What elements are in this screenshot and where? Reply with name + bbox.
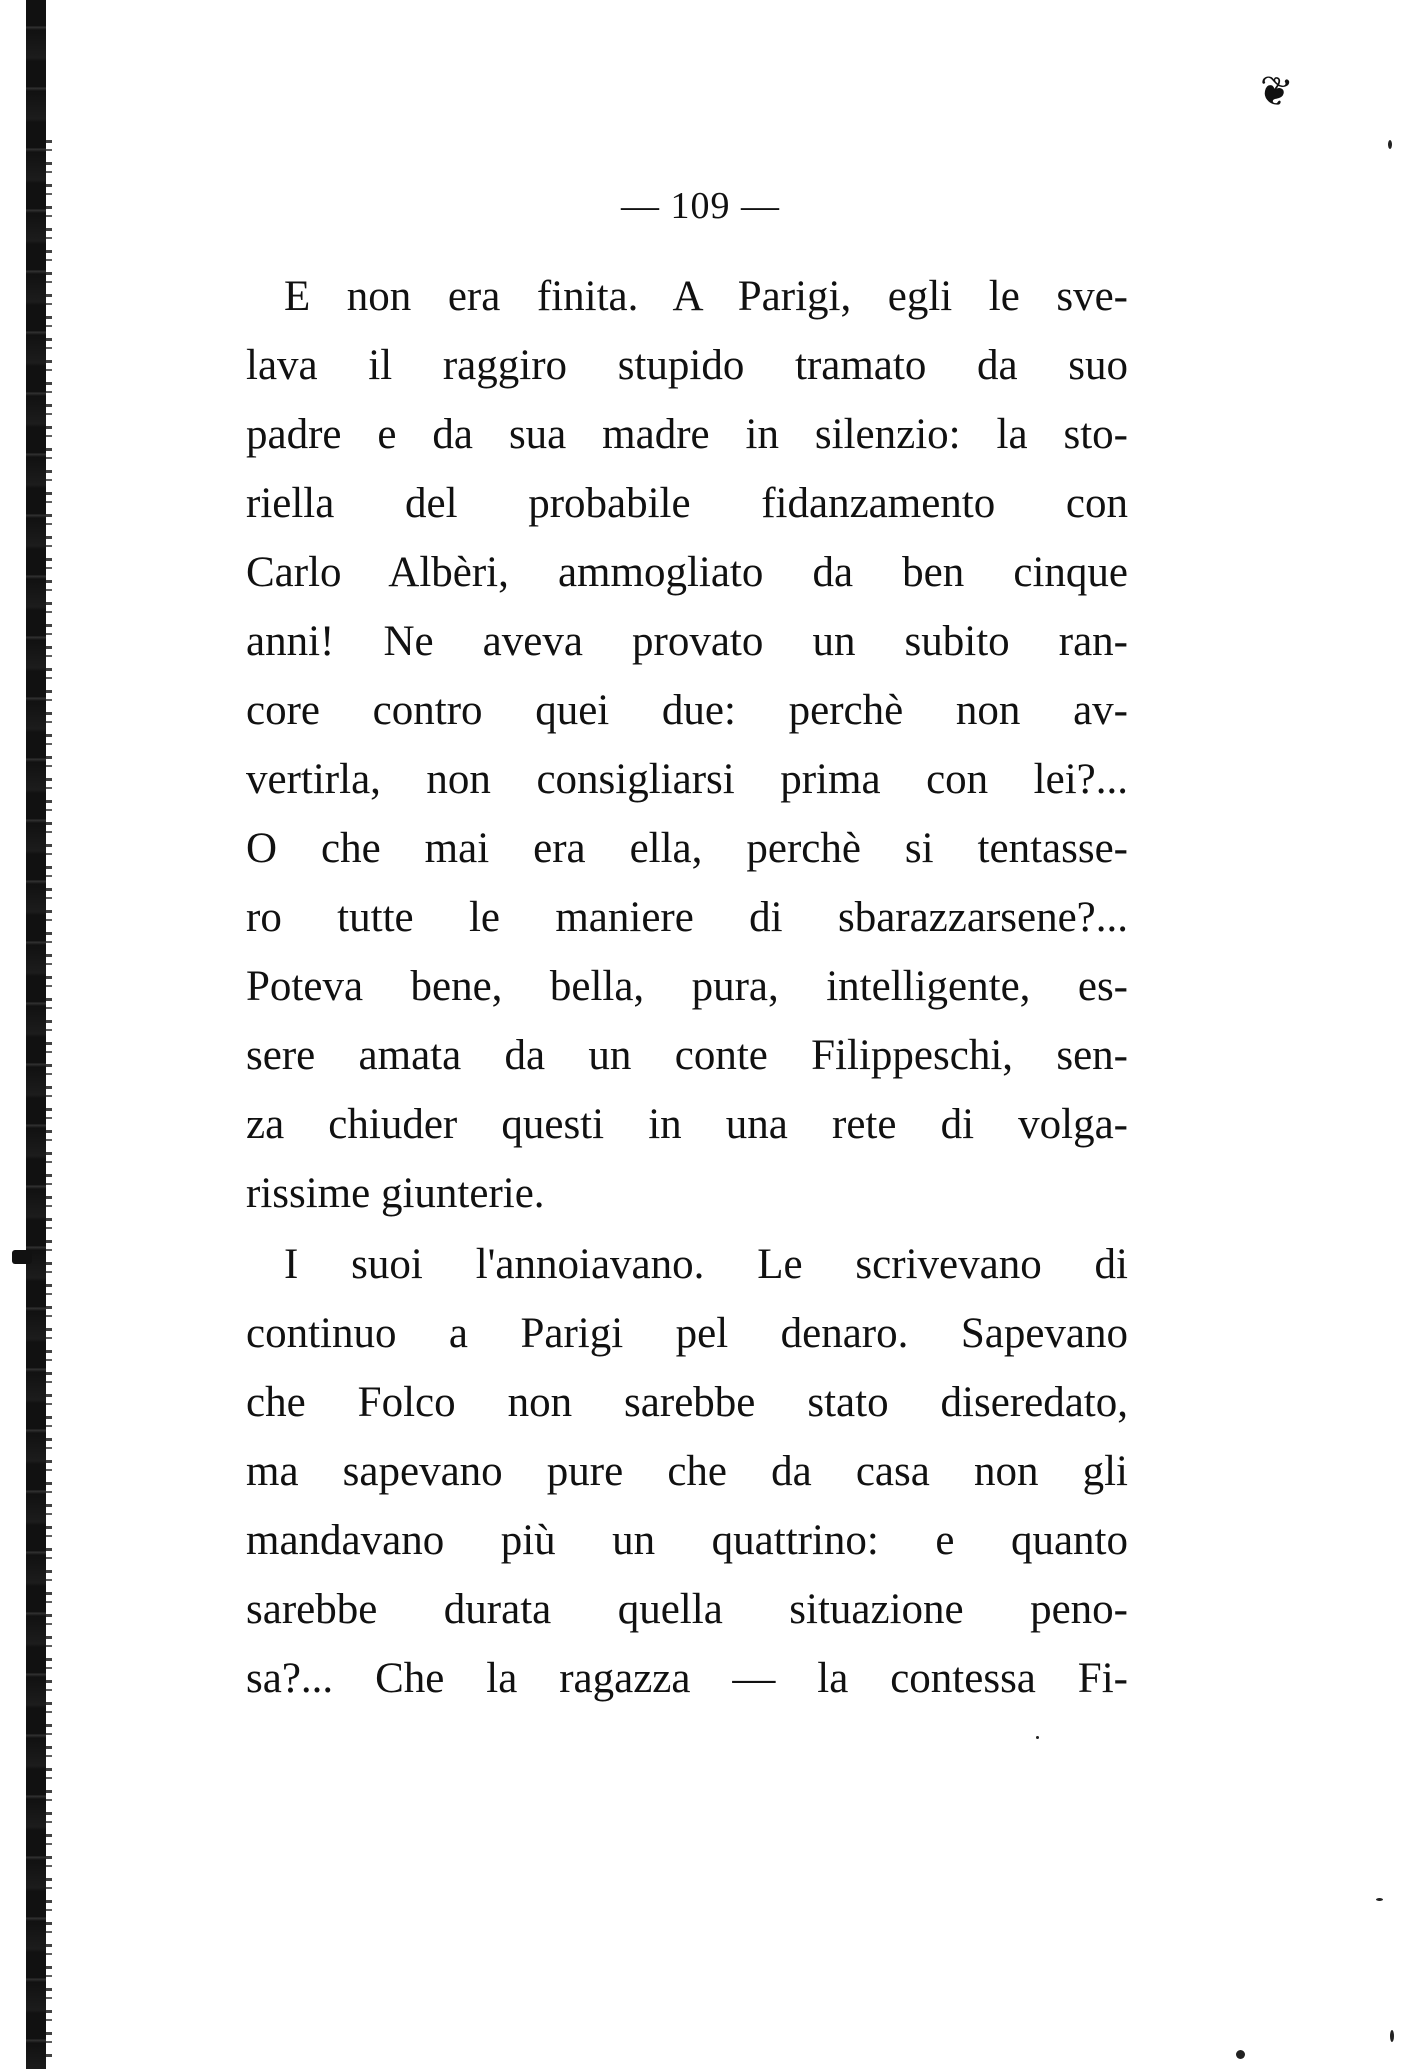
printer-ornament-icon: ❦ xyxy=(1253,66,1296,118)
text-line: che Folco non sarebbe stato diseredato, xyxy=(246,1379,1128,1426)
text-line: riella del probabile fidanzamento con xyxy=(246,480,1128,527)
text-line: Carlo Albèri, ammogliato da ben cinque xyxy=(246,549,1128,596)
text-line: lava il raggiro stupido tramato da suo xyxy=(246,342,1128,389)
text-line: sarebbe durata quella situazione peno- xyxy=(246,1586,1128,1633)
text-line: core contro quei due: perchè non av- xyxy=(246,687,1128,734)
text-line: anni! Ne aveva provato un subito ran- xyxy=(246,618,1128,665)
binding-notch xyxy=(12,1250,32,1264)
text-line: I suoi l'annoiavano. Le scrivevano di xyxy=(284,1241,1128,1288)
binding-edge-fray xyxy=(46,140,52,2060)
paragraph xyxy=(246,262,1128,1228)
binding-spine xyxy=(26,0,46,2069)
paragraph xyxy=(246,1230,1128,1713)
text-line: O che mai era ella, perchè si tentasse- xyxy=(246,825,1128,872)
body-text xyxy=(246,262,1128,1713)
text-line: padre e da sua madre in silenzio: la sto- xyxy=(246,411,1128,458)
text-line: continuo a Parigi pel denaro. Sapevano xyxy=(246,1310,1128,1357)
scan-speck xyxy=(1376,1898,1383,1901)
text-line: vertirla, non consigliarsi prima con lei?... xyxy=(246,756,1128,803)
scan-speck xyxy=(1036,1736,1039,1739)
text-line: ma sapevano pure che da casa non gli xyxy=(246,1448,1128,1495)
text-line: sa?... Che la ragazza — la contessa Fi- xyxy=(246,1655,1128,1702)
text-line: mandavano più un quattrino: e quanto xyxy=(246,1517,1128,1564)
scan-speck xyxy=(1236,2050,1245,2059)
text-line: ro tutte le maniere di sbarazzarsene?... xyxy=(246,894,1128,941)
text-line: sere amata da un conte Filippeschi, sen- xyxy=(246,1032,1128,1079)
page-number-text: — 109 — xyxy=(621,185,780,227)
text-line: Poteva bene, bella, pura, intelligente, es- xyxy=(246,963,1128,1010)
page-number xyxy=(0,182,1401,230)
scan-speck xyxy=(1388,140,1392,149)
text-line: rissime giunterie. xyxy=(246,1170,545,1217)
scan-speck xyxy=(1390,2030,1394,2042)
text-line: za chiuder questi in una rete di volga- xyxy=(246,1101,1128,1148)
text-line: E non era finita. A Parigi, egli le sve- xyxy=(284,273,1128,320)
